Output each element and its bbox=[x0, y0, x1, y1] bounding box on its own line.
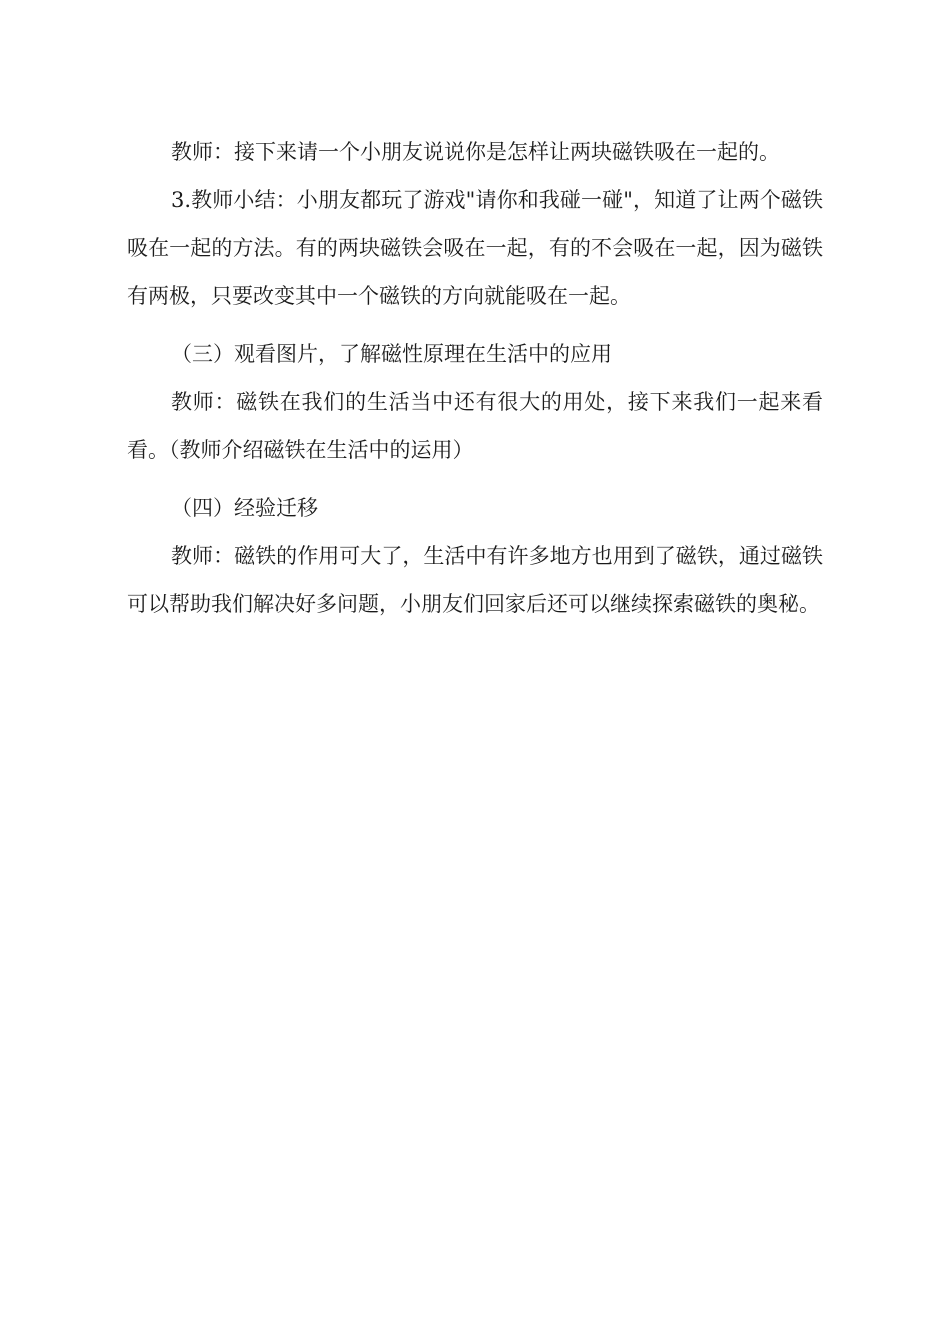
paragraph-teacher-question: 教师：接下来请一个小朋友说说你是怎样让两块磁铁吸在一起的。 bbox=[171, 140, 780, 164]
section-heading-three: （三）观看图片，了解磁性原理在生活中的应用 bbox=[171, 342, 612, 366]
paragraph-magnet-uses: 教师：磁铁在我们的生活当中还有很大的用处，接下来我们一起来看看。（教师介绍磁铁在生活中的运用） bbox=[127, 390, 823, 462]
paragraph-teacher-summary: 3.教师小结：小朋友都玩了游戏"请你和我碰一碰"，知道了让两个磁铁吸在一起的方法。有的两块磁铁会吸在一起，有的不会吸在一起，因为磁铁有两极，只要改变其中一个磁铁的方向就能吸在一起。 bbox=[127, 188, 823, 308]
document-body bbox=[127, 128, 823, 628]
section-heading-four: （四）经验迁移 bbox=[171, 496, 318, 520]
paragraph-experience-transfer: 教师：磁铁的作用可大了，生活中有许多地方也用到了磁铁，通过磁铁可以帮助我们解决好多问题，小朋友们回家后还可以继续探索磁铁的奥秘。 bbox=[127, 544, 823, 616]
